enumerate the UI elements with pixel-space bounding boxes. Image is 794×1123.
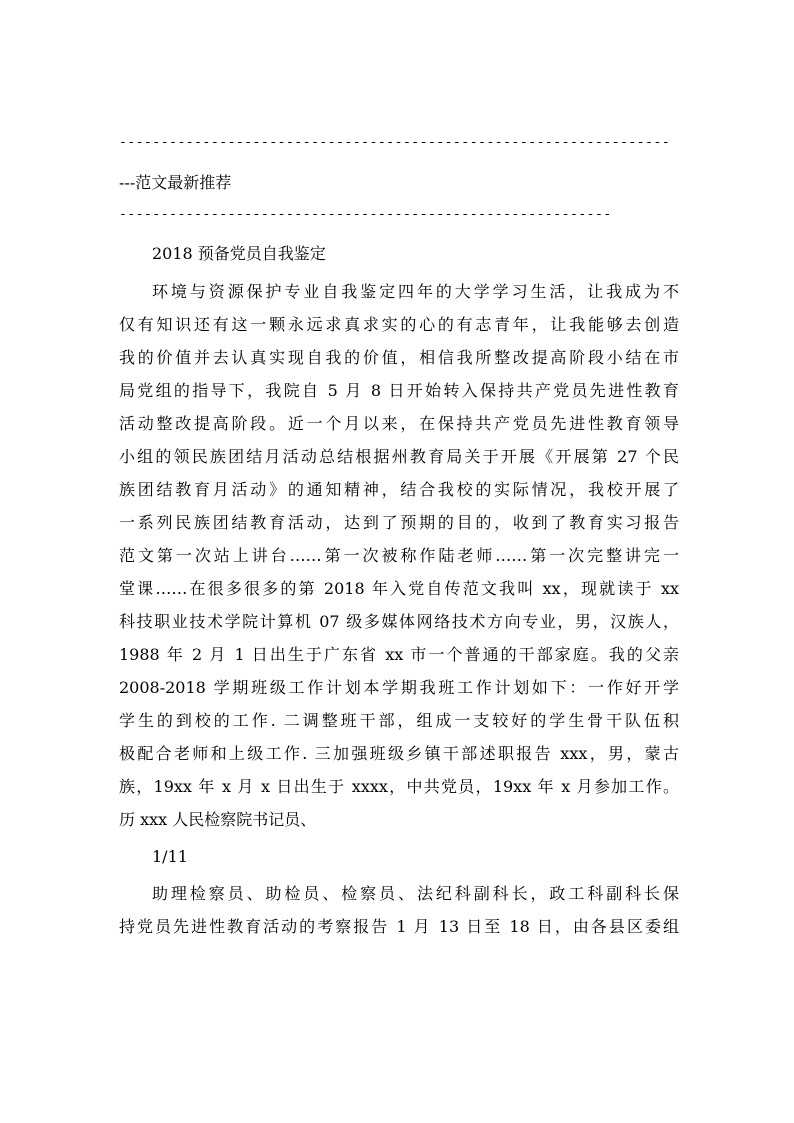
paragraph-line: 活动整改提高阶段。近一个月以来，在保持共产党员先进性教育领导	[119, 414, 679, 433]
page-number: 1/11	[152, 847, 188, 866]
paragraph-line: 学生的到校的工作. 二调整班干部，组成一支较好的学生骨干队伍积	[119, 711, 679, 730]
paragraph-line: 助理检察员、助检员、检察员、法纪科副科长，政工科副科长保	[152, 884, 679, 903]
paragraph-line: 环境与资源保护专业自我鉴定四年的大学学习生活，让我成为不	[152, 282, 679, 301]
bottom-separator: -----------------------------------------------------------	[119, 207, 612, 222]
paragraph-line: 族团结教育月活动》的通知精神，结合我校的实际情况，我校开展了	[119, 480, 679, 499]
paragraph-line: 一系列民族团结教育活动，达到了预期的目的，收到了教育实习报告	[119, 513, 679, 532]
paragraph-line: 仅有知识还有这一颗永远求真求实的心的有志青年，让我能够去创造	[119, 315, 679, 334]
paragraph-line: 2008-2018 学期班级工作计划本学期我班工作计划如下：一作好开学	[119, 678, 679, 697]
paragraph-line: 历 xxx 人民检察院书记员、	[119, 810, 317, 829]
paragraph-line: 1988 年 2 月 1 日出生于广东省 xx 市一个普通的干部家庭。我的父亲	[119, 645, 679, 664]
top-separator: ------------------------------------------------------------------	[119, 135, 671, 150]
paragraph-line: 科技职业技术学院计算机 07 级多媒体网络技术方向专业，男，汉族人，	[119, 612, 679, 631]
section-heading: ---范文最新推荐	[119, 173, 232, 192]
paragraph-line: 极配合老师和上级工作. 三加强班级乡镇干部述职报告 xxx，男，蒙古	[119, 744, 679, 763]
paragraph-line: 范文第一次站上讲台……第一次被称作陆老师……第一次完整讲完一	[119, 546, 679, 565]
paragraph-line: 族，19xx 年 x 月 x 日出生于 xxxx，中共党员，19xx 年 x 月参加工作。	[119, 777, 679, 796]
paragraph-line: 持党员先进性教育活动的考察报告 1 月 13 日至 18 日，由各县区委组	[119, 917, 679, 936]
paragraph-line: 我的价值并去认真实现自我的价值，相信我所整改提高阶段小结在市	[119, 348, 679, 367]
paragraph-line: 堂课……在很多很多的第 2018 年入党自传范文我叫 xx，现就读于 xx	[119, 579, 679, 598]
paragraph-line: 局党组的指导下，我院自 5 月 8 日开始转入保持共产党员先进性教育	[119, 381, 679, 400]
document-title: 2018 预备党员自我鉴定	[152, 244, 326, 263]
paragraph-line: 小组的领民族团结月活动总结根据州教育局关于开展《开展第 27 个民	[119, 447, 679, 466]
